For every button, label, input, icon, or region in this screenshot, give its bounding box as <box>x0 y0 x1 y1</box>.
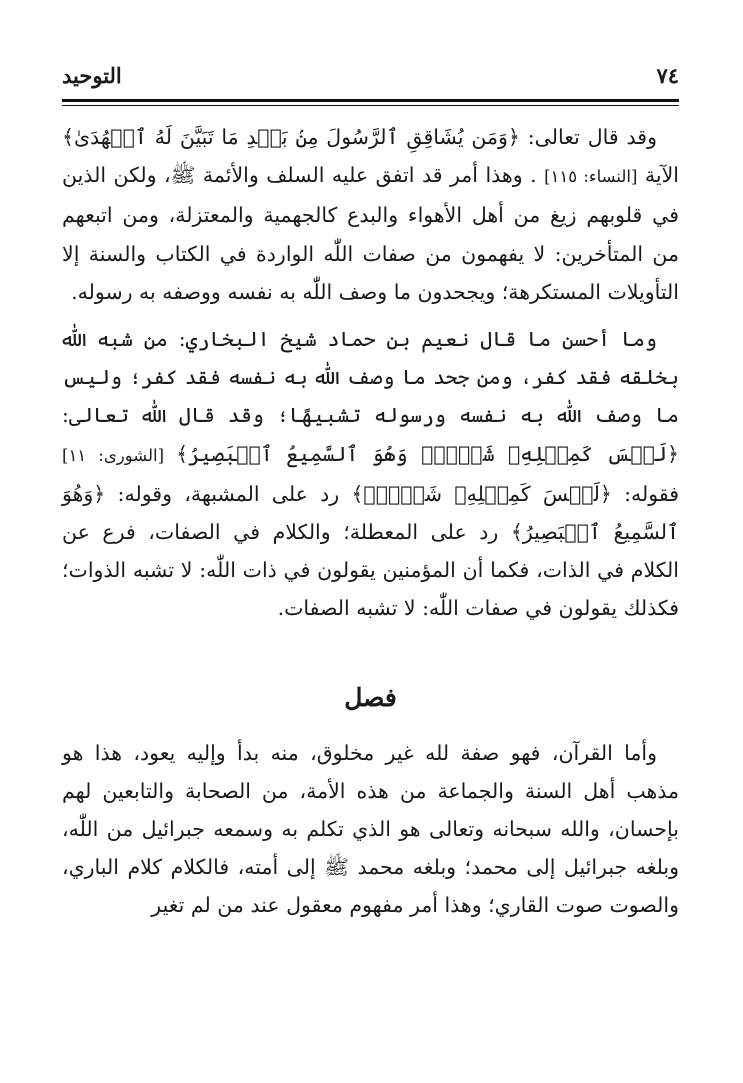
quran-verse-part-2: ﴿وَهُوَ ٱلسَّمِيعُ ٱلۡبَصِيرُ﴾ <box>62 481 679 545</box>
quran-verse-shura: ﴿لَيۡسَ كَمِثۡلِهِۦ شَيۡءٞۖ وَهُوَ ٱلسَّمِيعُ ٱلۡبَصِيرُ﴾ <box>176 441 679 466</box>
quran-verse-part-1: ﴿لَيۡسَ كَمِثۡلِهِۦ شَيۡءٞۖ﴾ <box>351 481 612 506</box>
verse-reference-nisa: [النساء: ١١٥] <box>544 167 638 187</box>
header-rule-thick <box>62 99 679 102</box>
verse-reference-shura: [الشورى: ١١] <box>62 445 177 465</box>
quran-verse-nisa: ﴿وَمَن يُشَاقِقِ ٱلرَّسُولَ مِنۢ بَعۡدِ مَا تَبَيَّنَ لَهُ ٱلۡهُدَىٰ﴾ <box>62 125 520 149</box>
page-header <box>62 55 679 95</box>
paragraph-1-text-a: وقد قال تعالى: <box>519 125 657 149</box>
paragraph-2 <box>62 320 679 628</box>
page-body <box>62 118 679 925</box>
header-rule-thin <box>62 105 679 106</box>
paragraph-2-text-b: فقوله: <box>611 481 679 506</box>
paragraph-2-text-c: رد على المشبهة، وقوله: <box>105 481 352 506</box>
paragraph-1-text-c: . وهذا أمر قد اتفق عليه السلف والأئمة ﷺ، ولكن الذين في قلوبهم زيغ من أهل الأهواء والبدع كالجهمية والمعتزلة، ومن اتبعهم من المتأخرين: لا يفهمون من صفات اللّٰه الواردة في الكتاب والسنة إلا التأويلات المستكرهة؛ ويجحدون ما وصف اللّٰه به نفسه ووصفه به رسوله. <box>62 163 679 304</box>
paragraph-1 <box>62 118 679 311</box>
running-title: التوحيد <box>62 62 122 88</box>
paragraph-3: وأما القرآن، فهو صفة لله غير مخلوق، منه بدأ وإليه يعود، هذا هو مذهب أهل السنة والجماعة من هذه الأمة، من الصحابة والتابعين لهم بإحسان، والله سبحانه وتعالى هو الذي تكلم به وسمعه جبرائيل من اللّٰه، وبلغه جبرائيل إلى محمد؛ وبلغه محمد ﷺ إلى أمته، فالكلام كلام الباري، والصوت صوت القاري؛ وهذا أمر مفهوم معقول عند من لم تغير <box>62 740 679 918</box>
page-number: ٧٤ <box>656 62 679 88</box>
paragraph-1-text-b: الآية <box>637 163 679 188</box>
paragraph-2-text-a: وما أحسن ما قال نعيم بن حماد شيخ البخاري: من شبه اللّٰه بخلقه فقد كفر، ومن جحد ما وصف اللّٰه به نفسه فقد كفر؛ وليس ما وصف اللّٰه به نفسه ورسوله تشبيهًا؛ وقد قال اللّٰه تعالى: <box>62 327 679 428</box>
paragraph-2-text-d: رد على المعطلة؛ والكلام في الصفات، فرع عن الكلام في الذات، فكما أن المؤمنين يقولون في ذات اللّٰه: لا تشبه الذوات؛ فكذلك يقولون في صفات اللّٰه: لا تشبه الصفات. <box>62 520 679 621</box>
section-heading: فصل <box>344 682 397 712</box>
